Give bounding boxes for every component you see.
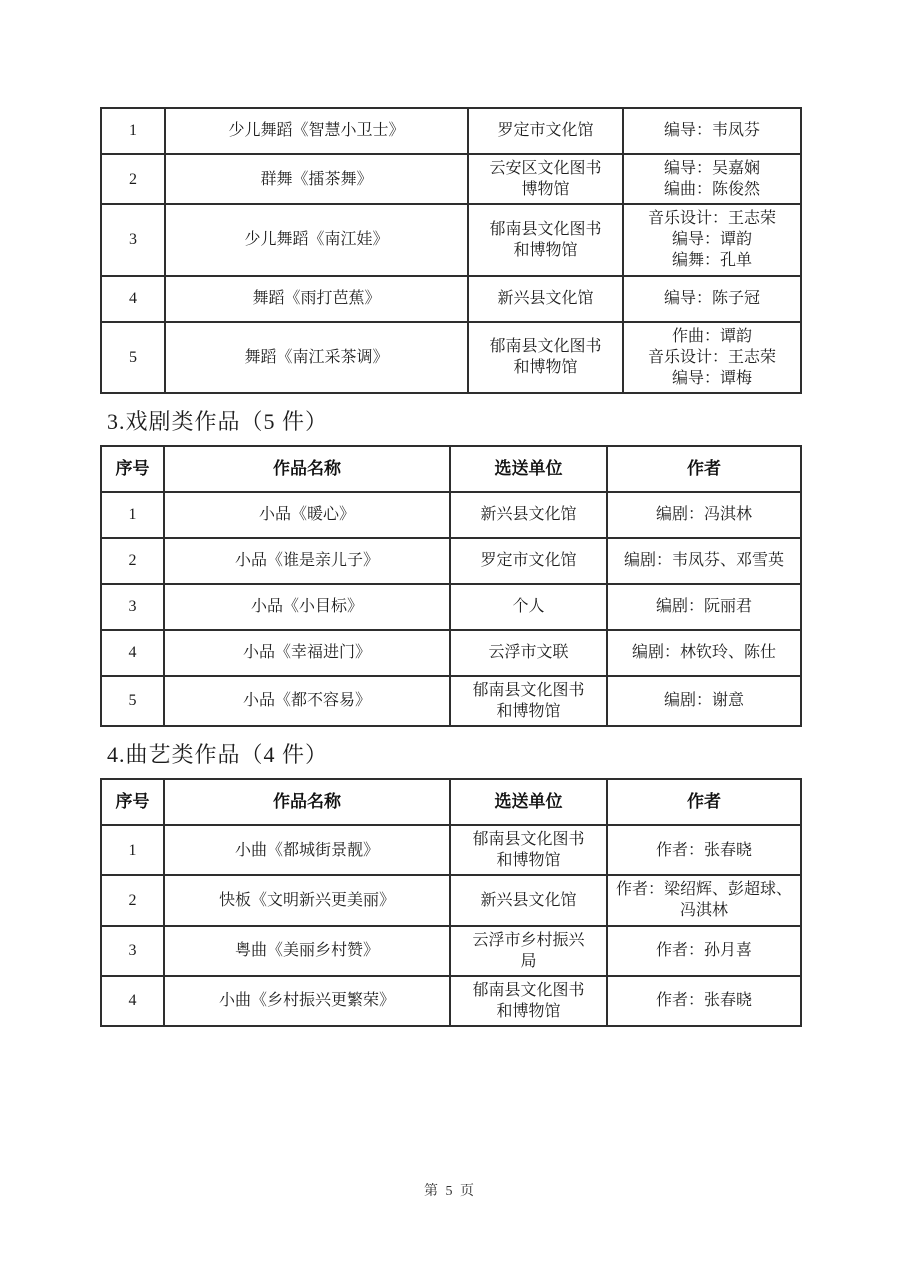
cell-line: 编导：吴嘉娴 <box>663 160 760 177</box>
cell-line: 音乐设计：王志荣 <box>647 210 776 228</box>
cell-title: 小品《都不容易》 <box>164 676 450 726</box>
cell-author: 编剧：林钦玲、陈仕 <box>607 630 801 676</box>
cell-title: 快板《文明新兴更美丽》 <box>164 875 450 925</box>
cell-line: 和博物馆 <box>513 359 578 377</box>
cell-line: 和博物馆 <box>496 852 561 870</box>
cell-no: 3 <box>101 584 164 630</box>
header-work-title: 作品名称 <box>164 779 450 825</box>
header-work-title: 作品名称 <box>164 446 450 492</box>
cell-title: 群舞《擂茶舞》 <box>165 154 468 204</box>
cell-line: 编导：谭韵 <box>671 231 752 249</box>
cell-unit: 云浮市文联 <box>450 630 607 676</box>
cell-line: 局 <box>520 952 537 970</box>
cell-no: 2 <box>101 538 164 584</box>
table-row <box>101 676 801 726</box>
header-submit-unit: 选送单位 <box>450 779 607 825</box>
table-row <box>101 976 801 1026</box>
table-row <box>101 204 801 275</box>
table-row <box>101 584 801 630</box>
dance-table-body <box>101 108 801 393</box>
cell-line: 郁南县文化图书 <box>489 338 602 356</box>
cell-no: 2 <box>101 154 165 204</box>
quyi-works-table <box>100 778 802 1027</box>
table-row <box>101 538 801 584</box>
cell-unit: 新兴县文化馆 <box>450 875 607 925</box>
cell-title: 小品《小目标》 <box>164 584 450 630</box>
cell-no: 4 <box>101 276 165 322</box>
cell-no: 5 <box>101 676 164 726</box>
cell-no: 5 <box>101 322 165 393</box>
cell-author: 编剧：韦凤芬、邓雪英 <box>607 538 801 584</box>
cell-title: 粤曲《美丽乡村赞》 <box>164 926 450 976</box>
cell-line: 音乐设计：王志荣 <box>647 348 776 366</box>
cell-no: 1 <box>101 108 165 154</box>
cell-unit: 罗定市文化馆 <box>468 108 623 154</box>
drama-table-body <box>101 492 801 726</box>
cell-line: 和博物馆 <box>496 702 561 720</box>
dance-works-table <box>100 107 802 394</box>
header-author: 作者 <box>607 779 801 825</box>
cell-line: 郁南县文化图书 <box>472 981 585 999</box>
cell-no: 2 <box>101 875 164 925</box>
cell-unit: 罗定市文化馆 <box>450 538 607 584</box>
cell-line: 郁南县文化图书 <box>472 681 585 699</box>
table-header-row <box>101 446 801 492</box>
quyi-table-body <box>101 825 801 1026</box>
table-row <box>101 154 801 204</box>
cell-line: 郁南县文化图书 <box>472 831 585 849</box>
cell-title: 小品《暖心》 <box>164 492 450 538</box>
cell-unit: 新兴县文化馆 <box>450 492 607 538</box>
cell-title: 小品《谁是亲儿子》 <box>164 538 450 584</box>
cell-title: 少儿舞蹈《智慧小卫士》 <box>165 108 468 154</box>
cell-unit <box>450 676 607 726</box>
header-serial-number: 序号 <box>101 446 164 492</box>
cell-author <box>623 322 801 393</box>
cell-author: 编剧：冯淇林 <box>607 492 801 538</box>
cell-line: 作者：梁绍辉、彭超球、 <box>615 881 792 899</box>
cell-author: 编导：韦凤芬 <box>623 108 801 154</box>
cell-author: 作者：张春晓 <box>607 976 801 1026</box>
section-heading-drama: 3.戏剧类作品（5 件） <box>107 408 329 434</box>
cell-unit <box>468 204 623 275</box>
table-row <box>101 108 801 154</box>
page-content <box>100 107 800 1027</box>
cell-unit <box>450 926 607 976</box>
cell-title: 小曲《乡村振兴更繁荣》 <box>164 976 450 1026</box>
table-row <box>101 322 801 393</box>
cell-no: 3 <box>101 926 164 976</box>
table-row <box>101 492 801 538</box>
header-serial-number: 序号 <box>101 779 164 825</box>
header-submit-unit: 选送单位 <box>450 446 607 492</box>
cell-unit <box>468 322 623 393</box>
table-row <box>101 276 801 322</box>
drama-works-table <box>100 445 802 727</box>
cell-line: 编舞：孔单 <box>671 252 752 270</box>
table-header-row <box>101 779 801 825</box>
page-number: 第 5 页 <box>424 1184 476 1199</box>
cell-unit: 新兴县文化馆 <box>468 276 623 322</box>
cell-no: 3 <box>101 204 165 275</box>
cell-line: 编曲：陈俊然 <box>663 181 760 199</box>
cell-title: 舞蹈《南江采茶调》 <box>165 322 468 393</box>
cell-line: 郁南县文化图书 <box>489 220 602 238</box>
cell-line: 和博物馆 <box>496 1002 561 1020</box>
cell-no: 1 <box>101 492 164 538</box>
cell-line: 和博物馆 <box>513 241 578 259</box>
cell-line: 博物馆 <box>521 181 570 199</box>
cell-title: 少儿舞蹈《南江娃》 <box>165 204 468 275</box>
table-row <box>101 875 801 925</box>
cell-line: 云安区文化图书 <box>489 160 602 177</box>
cell-unit <box>450 976 607 1026</box>
cell-title: 小曲《都城街景靓》 <box>164 825 450 875</box>
cell-author: 编剧：阮丽君 <box>607 584 801 630</box>
cell-author: 作者：孙月喜 <box>607 926 801 976</box>
cell-line: 云浮市乡村振兴 <box>472 931 585 949</box>
cell-author: 编导：陈子冠 <box>623 276 801 322</box>
section-heading-quyi: 4.曲艺类作品（4 件） <box>107 742 329 768</box>
cell-title: 舞蹈《雨打芭蕉》 <box>165 276 468 322</box>
cell-no: 4 <box>101 976 164 1026</box>
cell-no: 1 <box>101 825 164 875</box>
table-row <box>101 825 801 875</box>
cell-author <box>623 154 801 204</box>
table-row <box>101 630 801 676</box>
cell-unit <box>450 825 607 875</box>
cell-author <box>607 875 801 925</box>
cell-line: 作曲：谭韵 <box>671 327 752 345</box>
cell-no: 4 <box>101 630 164 676</box>
table-row <box>101 926 801 976</box>
cell-author: 作者：张春晓 <box>607 825 801 875</box>
cell-unit <box>468 154 623 204</box>
cell-author: 编剧：谢意 <box>607 676 801 726</box>
cell-unit: 个人 <box>450 584 607 630</box>
cell-line: 编导：谭梅 <box>671 369 752 387</box>
cell-title: 小品《幸福进门》 <box>164 630 450 676</box>
header-author: 作者 <box>607 446 801 492</box>
cell-line: 冯淇林 <box>679 902 728 920</box>
cell-author <box>623 204 801 275</box>
